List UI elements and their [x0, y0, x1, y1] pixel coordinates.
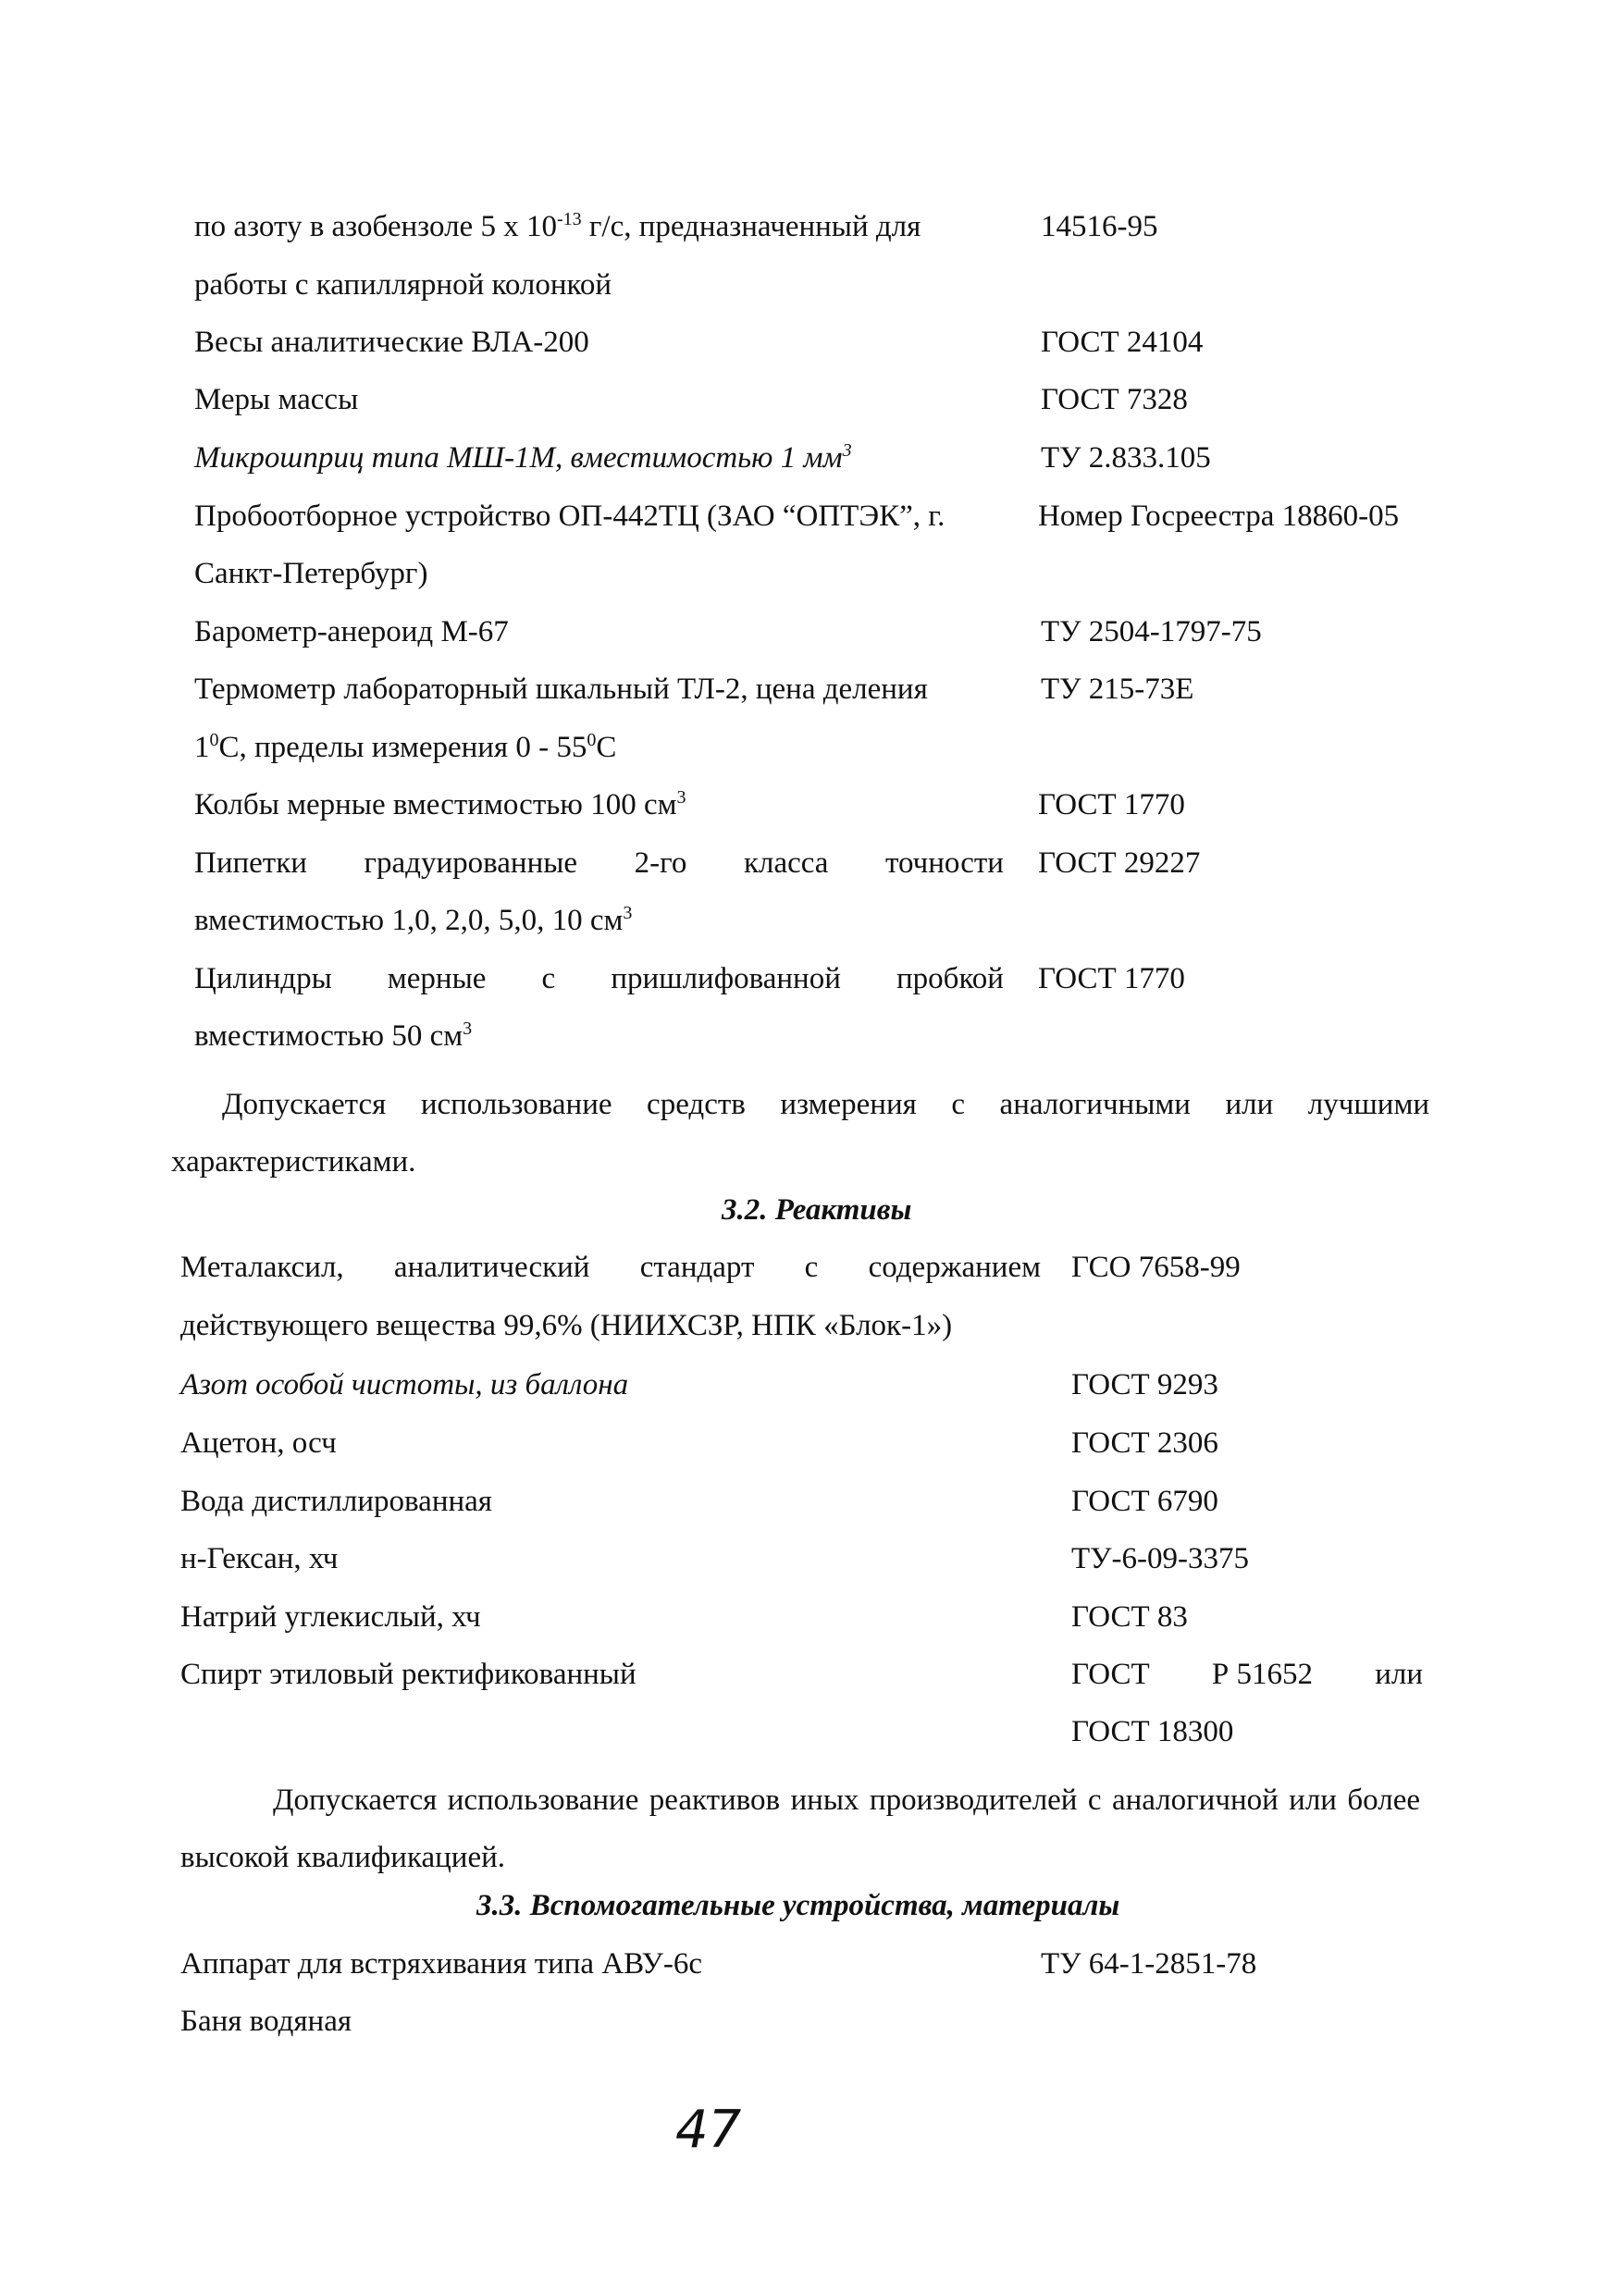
- aux-ref-1: ТУ 64-1-2851-78: [1041, 1947, 1257, 1981]
- instrument-line-5: Микрошприц типа МШ-1М, вместимостью 1 $мм^3$: [194, 440, 852, 475]
- instrument-line-13: вместимостью 1,0, 2,0, 5,0, 10 $см^3$: [194, 903, 633, 937]
- page-number: 47: [675, 2100, 742, 2160]
- reagent-ref-1: ГСО 7658-99: [1071, 1251, 1241, 1284]
- instrument-line-7: Санкт-Петербург): [194, 557, 428, 590]
- instrument-line-11: Колбы мерные вместимостью 100 $см^3$: [194, 787, 686, 821]
- note-instruments: Допускается использование средств измерения с аналогичными или лучшими характеристиками.: [171, 1088, 1429, 1179]
- instrument-ref-12: ГОСТ 29227: [1038, 846, 1201, 880]
- instrument-ref-3: ГОСТ 24104: [1041, 326, 1204, 359]
- aux-line-1: Аппарат для встряхивания типа АВУ-6с: [180, 1947, 702, 1981]
- reagent-ref-7: ГОСТ 83: [1071, 1600, 1188, 1634]
- reagent-ref-5: ГОСТ 6790: [1071, 1485, 1218, 1518]
- instrument-line-8: Барометр-анероид М-67: [194, 615, 509, 648]
- instrument-line-15: вместимостью 50 $см^3$: [194, 1018, 473, 1053]
- reagent-line-2: действующего вещества 99,6% (НИИХСЗР, НПК «Блок-1»): [180, 1309, 953, 1342]
- reagent-line-6: н-Гексан, хч: [180, 1542, 339, 1575]
- reagent-line-1: Металаксил, аналитический стандарт с содержанием: [180, 1251, 1041, 1284]
- reagent-line-5: Вода дистиллированная: [180, 1485, 492, 1518]
- note-reagents: Допускается использование реактивов иных производителей с аналогичной или более высокой квалификацией.: [180, 1784, 1420, 1874]
- reagent-line-8: Спирт этиловый ректификованный: [180, 1658, 636, 1691]
- instrument-line-6: Пробоотборное устройство ОП-442ТЦ (ЗАО “ОПТЭК”, г.: [194, 500, 945, 533]
- reagent-ref-4: ГОСТ 2306: [1071, 1426, 1218, 1460]
- instrument-ref-9: ТУ 215-73Е: [1041, 673, 1194, 706]
- heading-reagents: 3.2. Реактивы: [722, 1193, 912, 1227]
- instrument-line-3: Весы аналитические ВЛА-200: [194, 326, 589, 359]
- instrument-ref-1: 14516-95: [1041, 210, 1158, 243]
- instrument-ref-6: Номер Госреестра 18860-05: [1038, 500, 1400, 533]
- instrument-ref-11: ГОСТ 1770: [1038, 788, 1185, 821]
- instrument-ref-5: ТУ 2.833.105: [1041, 441, 1211, 475]
- reagent-line-4: Ацетон, осч: [180, 1426, 337, 1460]
- instrument-ref-4: ГОСТ 7328: [1041, 383, 1188, 416]
- instrument-line-9: Термометр лабораторный шкальный ТЛ-2, цена деления: [194, 673, 928, 706]
- reagent-line-3: Азот особой чистоты, из баллона: [180, 1368, 629, 1401]
- reagent-ref-3: ГОСТ 9293: [1071, 1368, 1218, 1401]
- aux-line-2: Баня водяная: [180, 2005, 352, 2038]
- instrument-line-2: работы с капиллярной колонкой: [194, 268, 612, 302]
- reagent-ref-9: ГОСТ 18300: [1071, 1715, 1234, 1748]
- instrument-line-4: Меры массы: [194, 383, 359, 416]
- instrument-ref-14: ГОСТ 1770: [1038, 962, 1185, 995]
- instrument-line-14: Цилиндры мерные с пришлифованной пробкой: [194, 962, 1004, 995]
- instrument-ref-8: ТУ 2504-1797-75: [1041, 615, 1262, 648]
- instrument-line-10: $1^0С$, пределы измерения $0 - 55^0С$: [194, 730, 617, 764]
- reagent-ref-6: ТУ-6-09-3375: [1071, 1542, 1249, 1575]
- instrument-line-12: Пипетки градуированные 2-го класса точности: [194, 846, 1004, 880]
- instrument-line-1: по азоту в азобензоле 5 x $10^{-13}$ г/с, предназначенный для: [194, 209, 921, 243]
- heading-aux: 3.3. Вспомогательные устройства, материалы: [476, 1889, 1120, 1922]
- reagent-line-7: Натрий углекислый, хч: [180, 1600, 481, 1634]
- reagent-ref-8: ГОСТ Р 51652 или: [1071, 1658, 1423, 1691]
